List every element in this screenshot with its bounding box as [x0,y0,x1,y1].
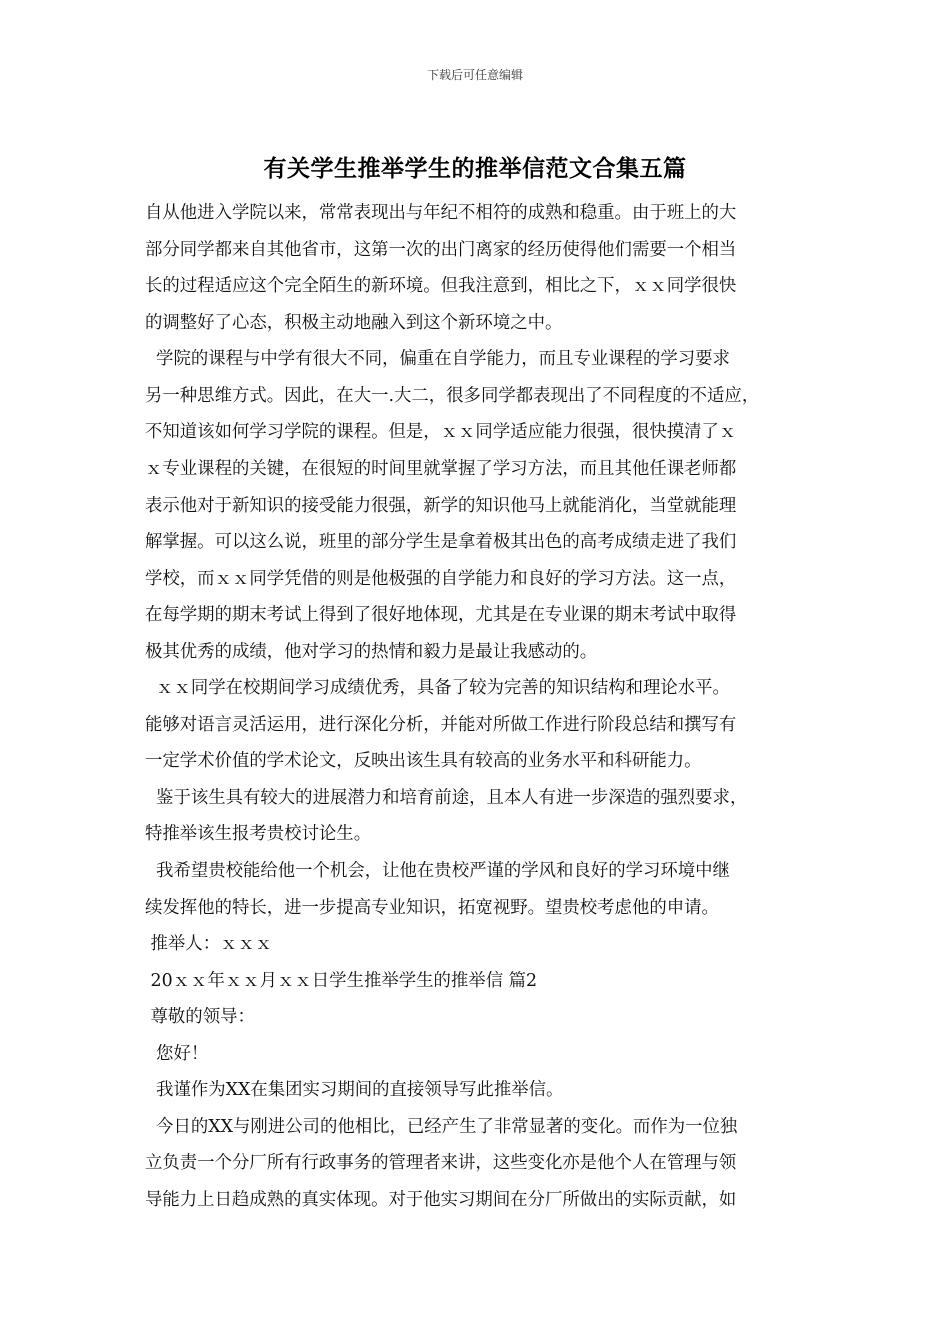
body-line: ｘ专业课程的关键，在很短的时间里就掌握了学习方法，而且其他任课老师都 [145,459,737,479]
body-line: 的调整好了心态，积极主动地融入到这个新环境之中。 [145,313,563,333]
body-line: 表示他对于新知识的接受能力很强，新学的知识他马上就能消化，当堂就能理 [145,496,737,516]
signer-line: 推举人：ｘｘｘ [145,934,273,954]
body-line: 在每学期的期末考试上得到了很好地体现，尤其是在专业课的期末考试中取得 [145,605,737,625]
body-line: 特推举该生报考贵校讨论生。 [145,824,372,844]
body-line: 立负责一个分厂所有行政事务的管理者来讲，这些变化亦是他个人在管理与领 [145,1153,737,1173]
body-line: 我希望贵校能给他一个机会，让他在贵校严谨的学风和良好的学习环境中继 [145,861,730,881]
body-line: 续发挥他的特长，进一步提高专业知识，拓宽视野。望贵校考虑他的申请。 [145,898,719,918]
salutation-line: 尊敬的领导： [145,1007,255,1027]
body-line: 能够对语言灵活运用，进行深化分析，并能对所做工作进行阶段总结和撰写有 [145,715,737,735]
body-line: 部分同学都来自其他省市，这第一次的出门离家的经历使得他们需要一个相当 [145,240,737,260]
body-line: 导能力上日趋成熟的真实体现。对于他实习期间在分厂所做出的实际贡献，如 [145,1190,737,1210]
body-line: 今日的XX与刚进公司的他相比，已经产生了非常显著的变化。而作为一位独 [145,1117,738,1137]
body-line: 不知道该如何学习学院的课程。但是，ｘｘ同学适应能力很强，很快摸清了ｘ [145,422,737,442]
body-line: 自从他进入学院以来，常常表现出与年纪不相符的成熟和稳重。由于班上的大 [145,203,737,223]
body-line: 长的过程适应这个完全陌生的新环境。但我注意到，相比之下，ｘｘ同学很快 [145,276,737,296]
body-line: 鉴于该生具有较大的进展潜力和培育前途，且本人有进一步深造的强烈要求， [145,788,748,808]
body-line: 一定学术价值的学术论文，反映出该生具有较高的业务水平和科研能力。 [145,751,702,771]
body-line: ｘｘ同学在校期间学习成绩优秀，具备了较为完善的知识结构和理论水平。 [145,678,730,698]
section-heading-line: 20ｘｘ年ｘｘ月ｘｘ日学生推举学生的推举信 篇2 [145,971,538,991]
body-line: 极其优秀的成绩，他对学习的热情和毅力是最让我感动的。 [145,642,598,662]
body-line: 学校，而ｘｘ同学凭借的则是他极强的自学能力和良好的学习方法。这一点， [145,569,737,589]
body-line: 我谨作为XX在集团实习期间的直接领导写此推举信。 [145,1080,564,1100]
body-line: 另一种思维方式。因此，在大一.大二，很多同学都表现出了不同程度的不适应， [145,386,760,406]
greeting-line: 您好！ [145,1044,209,1064]
body-line: 学院的课程与中学有很大不同，偏重在自学能力，而且专业课程的学习要求 [145,349,730,369]
document-title: 有关学生推举学生的推举信范文合集五篇 [263,156,687,182]
header-note: 下载后可任意编辑 [426,68,523,82]
body-line: 解掌握。可以这么说，班里的部分学生是拿着极其出色的高考成绩走进了我们 [145,532,737,552]
